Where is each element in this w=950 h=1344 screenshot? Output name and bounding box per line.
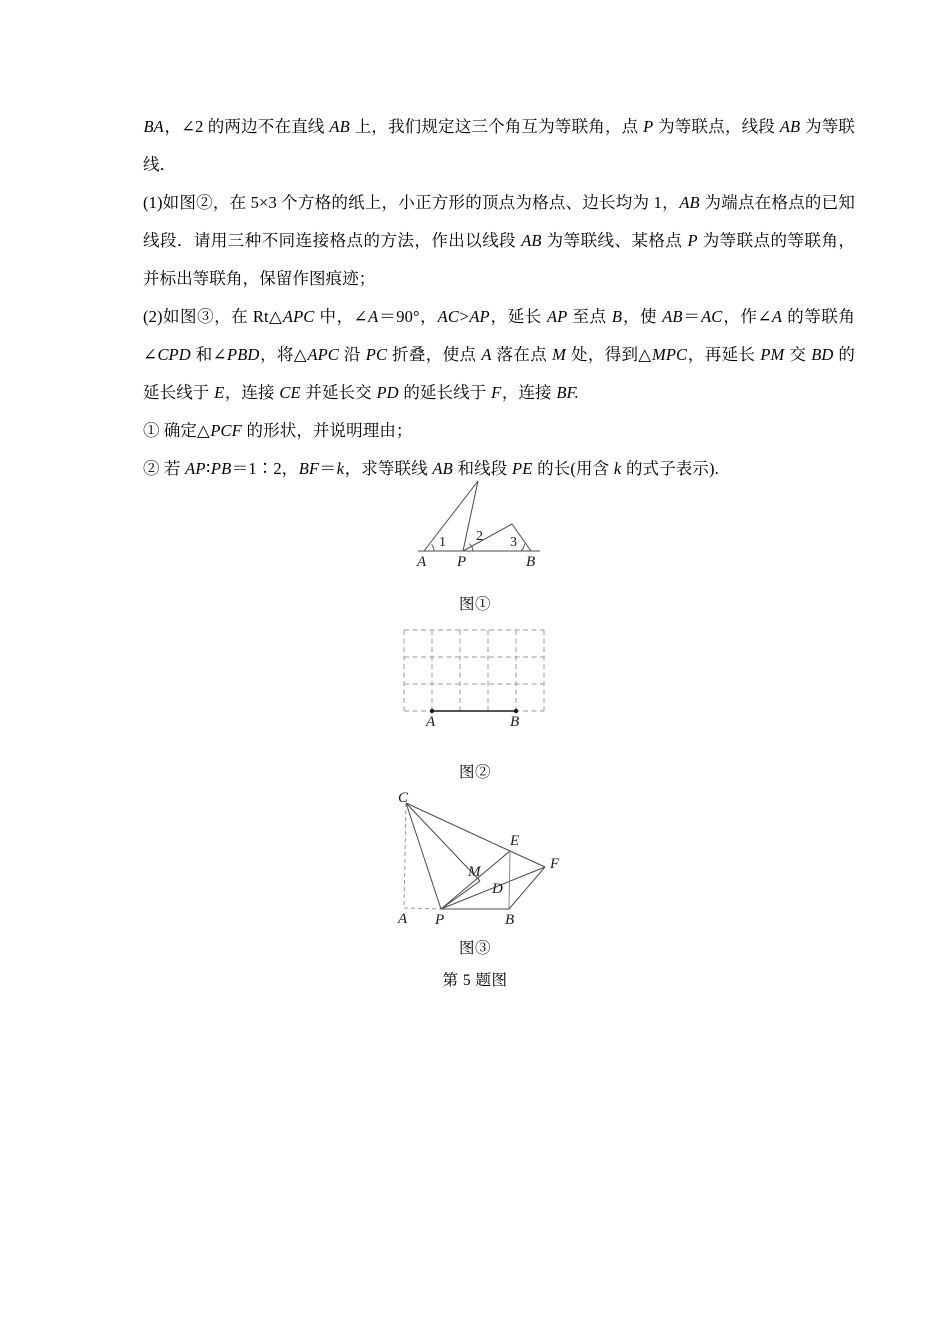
figure-3-label-M: M [468, 864, 481, 880]
paragraph-2 [143, 298, 855, 412]
figure-1-label-B: B [526, 554, 536, 570]
text-run: ，作∠ [722, 307, 772, 326]
figure-3-label-P: P [435, 912, 445, 928]
math-italic-run: PBD [227, 345, 260, 364]
figure-1-angle-label-1: 1 [439, 535, 446, 550]
math-italic-run: PC [365, 345, 388, 364]
math-italic-run: BD [811, 345, 834, 364]
math-italic-run: M [552, 345, 566, 364]
math-italic-run: PB [210, 459, 232, 478]
text-run: 为等联点，线段 [653, 117, 780, 136]
problem-caption: 第 5 题图 [442, 972, 508, 989]
math-italic-run: AP [547, 307, 568, 326]
math-italic-run: BA [143, 117, 164, 136]
text-run: 中，∠ [314, 307, 368, 326]
text-run: 的长(用含 [532, 459, 614, 478]
math-italic-run: A [481, 345, 492, 364]
segment-EF [510, 851, 545, 867]
math-italic-run: AB [521, 231, 542, 250]
figure-3 [398, 790, 578, 928]
math-italic-run: AB [329, 117, 350, 136]
segment-A-apex [424, 481, 478, 551]
text-run: ，求等联线 [344, 459, 432, 478]
segment-BF [509, 867, 545, 909]
text-run: 至点 [567, 307, 612, 326]
text-run: ，将△ [259, 345, 307, 364]
text-run: 沿 [339, 345, 366, 364]
figure-3-caption: 图③ [458, 940, 491, 957]
paragraph-1 [143, 184, 855, 298]
angle-arc-1 [432, 544, 434, 551]
math-italic-run: AB [679, 193, 700, 212]
math-italic-run: P [643, 117, 654, 136]
math-italic-run: MPC [651, 345, 688, 364]
text-run: 并延长交 [301, 383, 376, 402]
text-run: (2)如图③，在 Rt△ [143, 307, 283, 326]
text-run: 为端点在格点的已知线段．请用三种不同连接格点的方法，作出以线段 [143, 193, 855, 250]
segment-BE [509, 851, 510, 909]
text-run: ＝ [319, 459, 337, 478]
text-run: 的延长线于 [143, 345, 855, 402]
text-run: 折叠，使点 [387, 345, 481, 364]
figure-3-label-C: C [398, 790, 409, 806]
math-italic-run: PM [760, 345, 785, 364]
segment-AP-dashed [404, 908, 441, 909]
math-italic-run: PCF [210, 421, 242, 440]
math-italic-run: AP [185, 459, 206, 478]
math-italic-run: BF [298, 459, 320, 478]
text-run: 的式子表示). [621, 459, 719, 478]
segment-P-apexR [463, 524, 512, 551]
text-run: 的形状，并说明理由； [242, 421, 413, 440]
math-italic-run: AB [662, 307, 683, 326]
angle-arc-3 [521, 544, 525, 551]
math-italic-run: P [687, 231, 698, 250]
math-italic-run: AB [432, 459, 453, 478]
grid-lines [404, 630, 544, 711]
text-run: ② 若 [143, 459, 185, 478]
math-italic-run: A [368, 307, 379, 326]
figure-2-caption: 图② [458, 764, 491, 781]
math-italic-run: AB [779, 117, 801, 136]
text-run: ＝ [683, 307, 701, 326]
figure-3-label-B: B [505, 912, 515, 928]
figure-1-caption: 图① [458, 596, 491, 613]
text-run: ，延长 [490, 307, 547, 326]
text-run: 的等联角∠ [143, 307, 855, 364]
text-run: 的延长线于 [399, 383, 491, 402]
figure-3-drawing [398, 790, 578, 928]
figure-3-label-E: E [510, 833, 520, 849]
text-run: 为等联线、某格点 [542, 231, 687, 250]
text-run: ，连接 [224, 383, 279, 402]
figure-1-angle-label-2: 2 [476, 529, 483, 544]
text-run: 和∠ [191, 345, 227, 364]
text-run: 为等联点的等联角，并标出等联角，保留作图痕迹； [143, 231, 855, 288]
math-italic-run: BF. [556, 383, 579, 402]
figure-2-drawing [398, 624, 563, 729]
segment-CE [406, 803, 510, 851]
math-italic-run: AP [469, 307, 490, 326]
math-italic-run: B [611, 307, 622, 326]
segment-CP [406, 803, 441, 909]
text-run: 和线段 [453, 459, 512, 478]
figure-2-label-B: B [510, 714, 520, 730]
point-A-dot [430, 709, 434, 713]
text-run: 上，我们规定这三个角互为等联角，点 [350, 117, 643, 136]
math-italic-run: k [336, 459, 345, 478]
segment-PE [441, 851, 510, 909]
math-italic-run: E [214, 383, 225, 402]
figure-3-label-A: A [398, 911, 408, 927]
segment-CA-dashed [404, 803, 406, 908]
math-italic-run: PE [512, 459, 533, 478]
figure-1-label-A: A [417, 554, 427, 570]
math-italic-run: k [613, 459, 622, 478]
figure-2 [398, 624, 563, 729]
figure-1 [400, 478, 570, 568]
math-italic-run: APC [307, 345, 339, 364]
text-run: ，∠2 的两边不在直线 [164, 117, 329, 136]
text-run: (1)如图②，在 5×3 个方格的纸上，小正方形的顶点为格点、边长均为 1， [143, 193, 679, 212]
text-run: ① 确定△ [143, 421, 210, 440]
math-italic-run: AC [701, 307, 723, 326]
math-italic-run: PD [376, 383, 399, 402]
point-B-dot [514, 709, 518, 713]
paragraph-3 [143, 412, 855, 450]
paragraph-0 [143, 108, 855, 184]
text-run: 处，得到△ [566, 345, 652, 364]
problem-text-block [143, 108, 855, 488]
math-italic-run: F [491, 383, 502, 402]
math-italic-run: A [771, 307, 783, 326]
segment-MP [441, 881, 480, 909]
figure-1-label-P: P [457, 554, 467, 570]
text-run: ＝1∶2， [231, 459, 299, 478]
figure-3-label-D: D [492, 881, 503, 897]
text-run: ∶ [206, 459, 211, 478]
math-italic-run: CPD [157, 345, 191, 364]
text-run: ，使 [622, 307, 662, 326]
text-run: > [459, 307, 469, 326]
text-run: ，再延长 [687, 345, 760, 364]
figure-3-label-F: F [550, 856, 560, 872]
math-italic-run: CE [279, 383, 301, 402]
figure-1-angle-label-3: 3 [510, 535, 517, 550]
math-italic-run: AC [437, 307, 459, 326]
math-italic-run: APC [282, 307, 315, 326]
text-run: 交 [784, 345, 811, 364]
text-run: 为等联线． [143, 117, 856, 174]
figure-1-drawing [400, 478, 570, 568]
text-run: 落在点 [492, 345, 552, 364]
figure-2-label-A: A [426, 714, 436, 730]
text-run: ，连接 [501, 383, 556, 402]
text-run: ＝90°， [378, 307, 438, 326]
